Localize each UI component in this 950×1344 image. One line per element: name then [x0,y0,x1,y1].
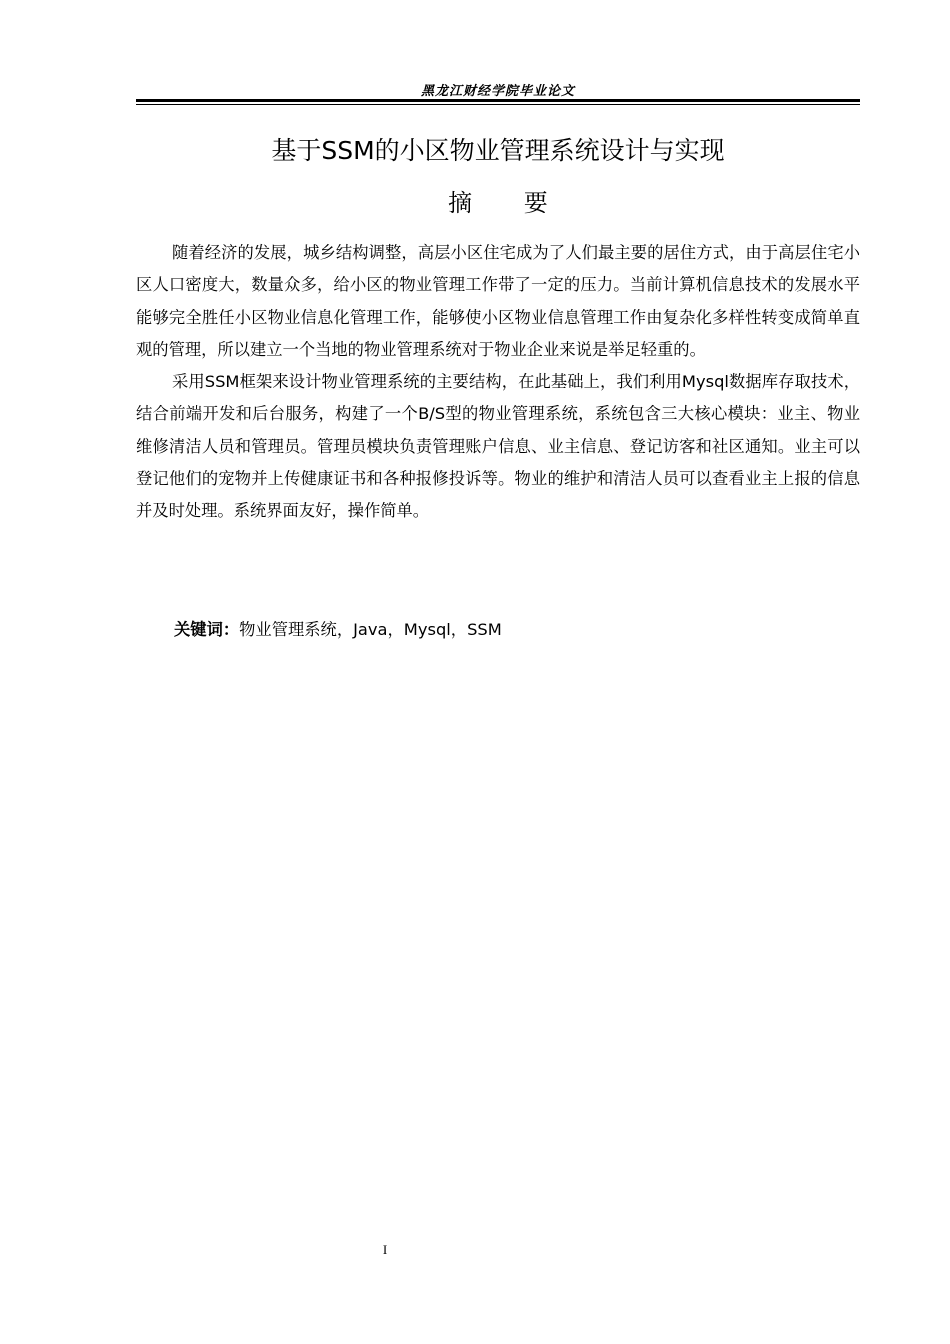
running-header: 黑龙江财经学院毕业论文 [420,84,575,99]
abstract-paragraph: 采用SSM框架来设计物业管理系统的主要结构，在此基础上，我们利用Mysql数据库存取技术，结合前端开发和后台服务，构建了一个B/S型的物业管理系统，系统包含三大核心模块：业主、物业维修清洁人员和管理员。管理员模块负责管理账户信息、业主信息、登记访客和社区通知。业主可以登记他们的宠物并上传健康证书和各种报修投诉等。物业的维护和清洁人员可以查看业主上报的信息并及时处理。系统界面友好，操作简单。 [136,372,860,521]
header-rule-thin [136,104,860,105]
keywords-value: 物业管理系统，Java，Mysql，SSM [239,620,502,639]
keywords-line [174,614,502,646]
abstract-heading: 摘 要 [448,189,570,217]
thesis-title: 基于SSM的小区物业管理系统设计与实现 [271,136,725,165]
page-number: I [382,1242,388,1257]
abstract-body [136,237,860,528]
keywords-label: 关键词： [174,620,240,639]
abstract-paragraph: 随着经济的发展，城乡结构调整，高层小区住宅成为了人们最主要的居住方式，由于高层住宅小区人口密度大，数量众多，给小区的物业管理工作带了一定的压力。当前计算机信息技术的发展水平能够完全胜任小区物业信息化管理工作，能够使小区物业信息管理工作由复杂化多样性转变成简单直观的管理，所以建立一个当地的物业管理系统对于物业企业来说是举足轻重的。 [136,243,860,359]
header-rule-thick [136,99,860,102]
